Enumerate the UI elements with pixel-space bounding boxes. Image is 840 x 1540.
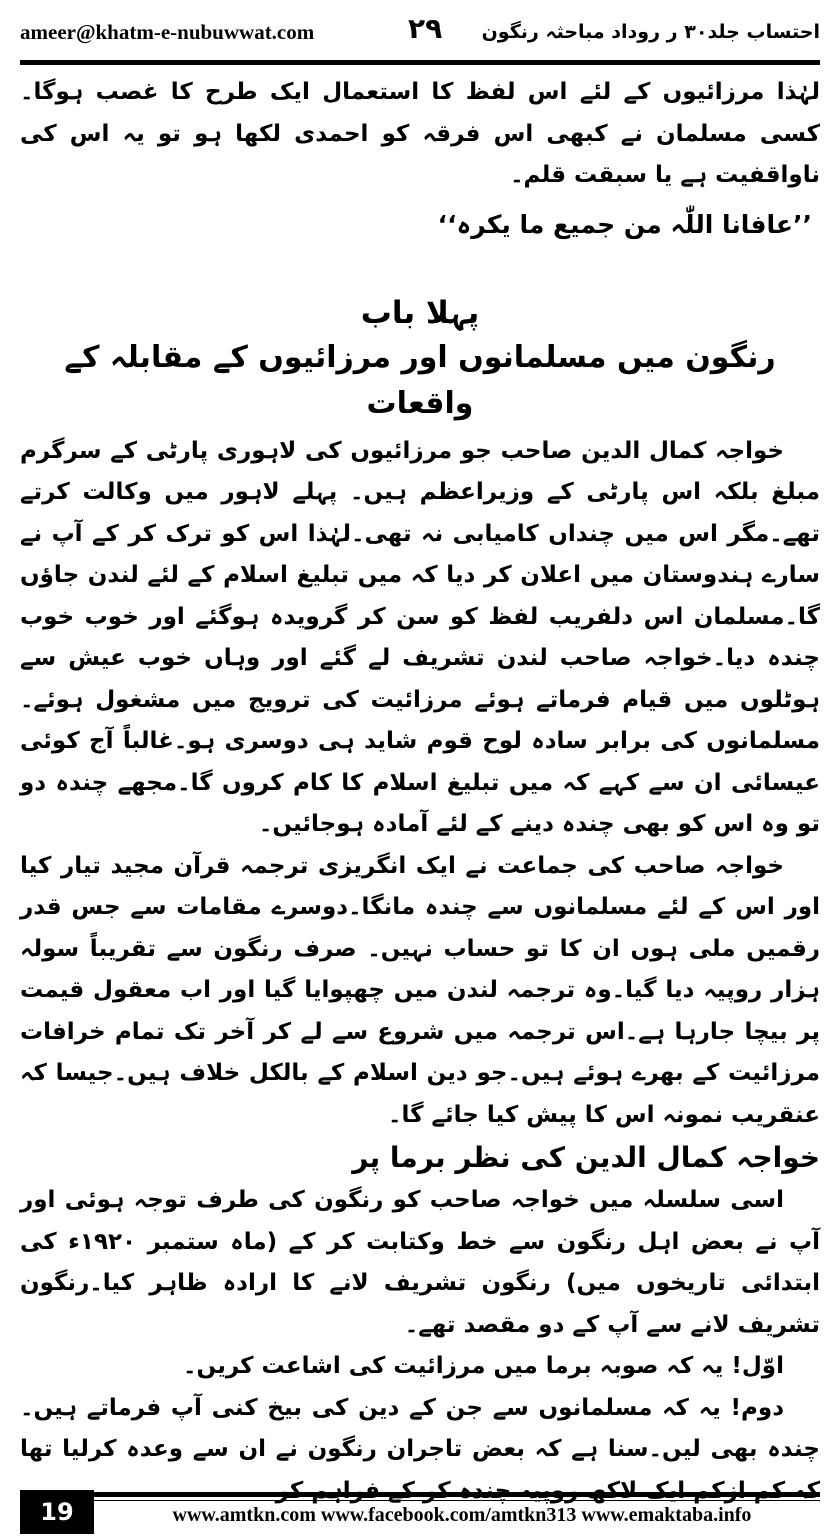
footer-rule-thin <box>94 1500 820 1501</box>
header-email: ameer@khatm-e-nubuwwat.com <box>20 19 315 44</box>
header-book-title: احتساب جلد۳۰ ر روداد مباحثہ رنگون <box>481 21 820 43</box>
footer-page-number: 19 <box>20 1490 94 1534</box>
body-paragraph-2: خواجہ صاحب کی جماعت نے ایک انگریزی ترجمہ قرآن مجید تیار کیا اور اس کے لئے مسلمانوں سے چندہ مانگا۔دوسرے مقامات سے جس قدر رقمیں ملی ہوں ان کا تو حساب نہیں۔ صرف رنگون سے تقریباً سولہ ہزار روپیہ دیا گیا۔وہ ترجمہ لندن میں چھپوایا گیا اور اب معقول قیمت پر بیچا جارہا ہے۔اس ترجمہ میں شروع سے لے کر آخر تک تمام خرافات مرزائیت کے بھرے ہوئے ہیں۔جو دین اسلام کے بالکل خلاف ہیں۔جیسا کہ عنقریب نمونہ اس کا پیش کیا جائے گا۔ <box>20 852 820 1128</box>
intro-paragraph: لہٰذا مرزائیوں کے لئے اس لفظ کا استعمال ایک طرح کا غصب ہوگا۔کسی مسلمان نے کبھی اس فرقہ کو احمدی لکھا ہو تو یہ اس کی ناواقفیت ہے یا سبقت قلم۔ <box>20 79 820 188</box>
body-paragraph-1: خواجہ کمال الدین صاحب جو مرزائیوں کی لاہوری پارٹی کے سرگرم مبلغ بلکہ اس پارٹی کے وزیراعظم ہیں۔ پہلے لاہور میں وکالت کرتے تھے۔مگر اس میں چنداں کامیابی نہ تھی۔لہٰذا اس کو ترک کر کے آپ نے سارے ہندوستان میں اعلان کر دیا کہ میں تبلیغ اسلام کے لئے لندن جاؤں گا۔مسلمان اس دلفریب لفظ کو سن کر گرویدہ ہوگئے اور خوب خوب چندہ دیا۔خواجہ صاحب لندن تشریف لے گئے اور وہاں خوب عیش سے ہوٹلوں میں قیام فرماتے ہوئے مرزائیت کی ترویج میں مشغول ہوئے۔مسلمانوں کی برابر سادہ لوح قوم شاید ہی دوسری ہو۔غالباً آج کوئی عیسائی ان سے کہے کہ میں تبلیغ اسلام کا کام کروں گا۔مجھے چندہ دو تو وہ اس کو بھی چندہ دینے کے لئے آمادہ ہوجائیں۔ <box>20 437 820 837</box>
chapter-subtitle: رنگون میں مسلمانوں اور مرزائیوں کے مقابلہ کے واقعات <box>64 339 776 421</box>
page-header <box>20 8 820 56</box>
footer-links: www.amtkn.com www.facebook.com/amtkn313 www.emaktaba.info <box>172 1504 752 1526</box>
header-rule <box>20 60 820 65</box>
chapter-title: پہلا باب <box>360 294 480 331</box>
section-paragraph-1: اسی سلسلہ میں خواجہ صاحب کو رنگون کی طرف توجہ ہوئی اور آپ نے بعض اہل رنگون سے خط وکتابت کر کے (ماہ ستمبر ۱۹۲۰ء کی ابتدائی تاریخوں میں) رنگون تشریف لانے کا ارادہ ظاہر کیا۔رنگون تشریف لانے سے آپ کے دو مقصد تھے۔ <box>20 1187 820 1338</box>
page-footer <box>20 1490 820 1534</box>
arabic-quote: ’’عافانا اللّٰہ من جمیع ما یکرہ‘‘ <box>437 209 812 239</box>
section-paragraph-3: دوم! یہ کہ مسلمانوں سے جن کے دین کی بیخ کنی آپ فرماتے ہیں۔چندہ بھی لیں۔سنا ہے کہ بعض تاجران رنگون نے ان سے وعدہ کرلیا تھا کہ کم ازکم ایک لاکھ روپیہ چندہ کر کے فراہم کر <box>20 1394 820 1504</box>
section-paragraph-2: اوّل! یہ کہ صوبہ برما میں مرزائیت کی اشاعت کریں۔ <box>183 1353 784 1379</box>
header-page-number: ۲۹ <box>408 12 443 45</box>
footer-rule-thick <box>94 1492 820 1497</box>
page-body <box>20 72 820 1504</box>
section-heading: خواجہ کمال الدین کی نظر برما پر <box>352 1141 820 1174</box>
